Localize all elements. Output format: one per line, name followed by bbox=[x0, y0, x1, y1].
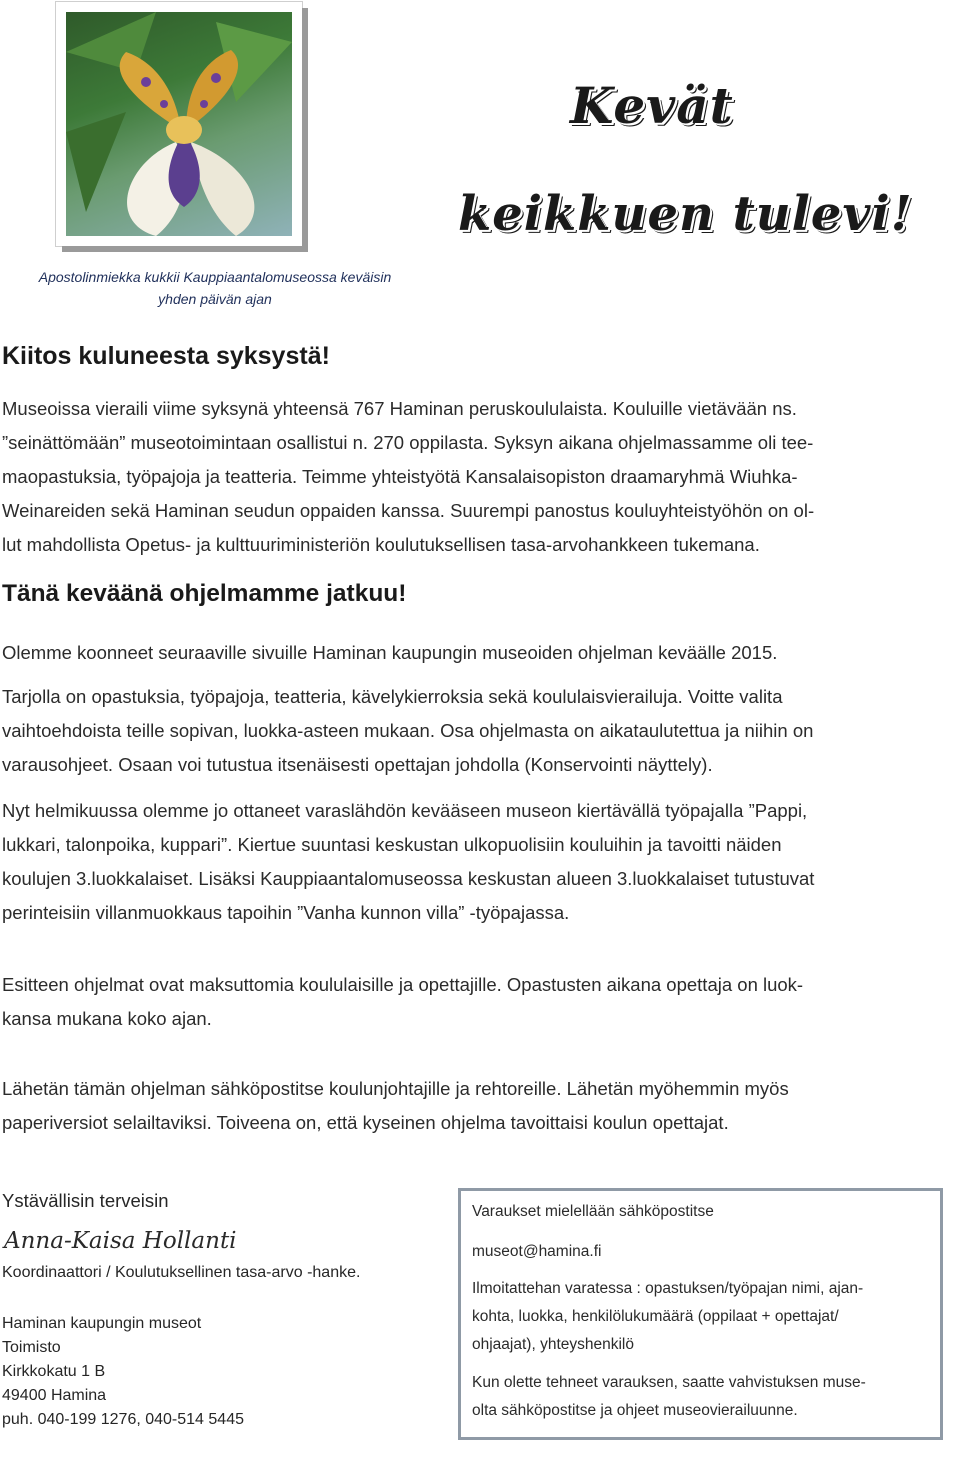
text-line: lut mahdollista Opetus- ja kulttuuriministeriön koulutuksellisen tasa-arvohankkeen tukemana. bbox=[2, 534, 760, 555]
headline-line-1: Kevät bbox=[570, 76, 734, 135]
text-line: koulujen 3.luokkalaiset. Lisäksi Kauppiaantalomuseossa keskustan alueen 3.luokkalaiset tutustuvat bbox=[2, 868, 815, 889]
text-line: Ilmoitattehan varatessa : opastuksen/työpajan nimi, ajan- bbox=[472, 1280, 864, 1297]
flower-photo bbox=[66, 12, 292, 236]
flower-photo-frame bbox=[56, 2, 302, 246]
text-line: varausohjeet. Osaan voi tutustua itsenäisesti opettajan johdolla (Konservointi näyttely). bbox=[2, 754, 713, 775]
orchid-illustration bbox=[66, 12, 292, 236]
text-line: Museoissa vieraili viime syksynä yhteensä 767 Haminan peruskoululaista. Kouluille vietävään ns. bbox=[2, 398, 797, 419]
spring-intro: Olemme koonneet seuraaville sivuille Haminan kaupungin museoiden ohjelman keväälle 2015. bbox=[2, 642, 778, 663]
text-line: ohjaajat), yhteyshenkilö bbox=[472, 1336, 634, 1353]
text-line: Nyt helmikuussa olemme jo ottaneet varaslähdön kevääseen museon kiertävällä työpajalla ”Pappi, bbox=[2, 800, 808, 821]
text-line: perinteisiin villanmuokkaus tapoihin ”Vanha kunnon villa” -työpajassa. bbox=[2, 902, 570, 923]
caption-line-1: Apostolinmiekka kukkii Kauppiaantalomuseossa keväisin bbox=[38, 269, 392, 285]
booking-intro: Varaukset mielellään sähköpostitse bbox=[472, 1203, 714, 1220]
section-title-spring: Tänä keväänä ohjelmamme jatkuu! bbox=[2, 580, 407, 607]
offer-paragraph bbox=[2, 680, 952, 782]
address-block bbox=[2, 1312, 244, 1432]
headline-line-2: keikkuen tulevi! bbox=[458, 186, 913, 242]
text-line: olta sähköpostitse ja ohjeet museovierailuunne. bbox=[472, 1402, 798, 1419]
text-line: kansa mukana koko ajan. bbox=[2, 1008, 212, 1029]
phone-line: puh. 040-199 1276, 040-514 5445 bbox=[2, 1411, 244, 1428]
signature-name: Anna-Kaisa Hollanti bbox=[4, 1228, 237, 1254]
text-line: lukkari, talonpoika, kuppari”. Kiertue suuntasi keskustan ulkopuolisiin kouluihin ja tavoitti näiden bbox=[2, 834, 782, 855]
booking-email[interactable]: museot@hamina.fi bbox=[472, 1243, 602, 1260]
address-line: Haminan kaupungin museot bbox=[2, 1315, 202, 1332]
text-line: Weinareiden sekä Haminan seudun oppaiden kanssa. Suurempi panostus kouluyhteistyöhön on ol- bbox=[2, 500, 815, 521]
free-programs-paragraph bbox=[2, 968, 952, 1036]
text-line: Esitteen ohjelmat ovat maksuttomia koululaisille ja opettajille. Opastusten aikana opettaja on luok- bbox=[2, 974, 804, 995]
booking-confirmation bbox=[472, 1369, 930, 1425]
text-line: paperiversiot selailtaviksi. Toiveena on, että kyseinen ohjelma tavoittaisi koulun opettajat. bbox=[2, 1112, 729, 1133]
text-line: kohta, luokka, henkilölukumäärä (oppilaat + opettajat/ bbox=[472, 1308, 839, 1325]
autumn-paragraph bbox=[2, 392, 952, 562]
text-line: vaihtoehdoista teille sopivan, luokka-asteen mukaan. Osa ohjelmasta on aikataulutettua ja niihin on bbox=[2, 720, 814, 741]
workshop-paragraph bbox=[2, 794, 952, 930]
text-line: maopastuksia, työpajoja ja teatteria. Teimme yhteistyötä Kansalaisopiston draamaryhmä Wiuhka- bbox=[2, 466, 798, 487]
address-line: Kirkkokatu 1 B bbox=[2, 1363, 106, 1380]
signature-role: Koordinaattori / Koulutuksellinen tasa-arvo -hanke. bbox=[2, 1264, 361, 1281]
distribution-paragraph bbox=[2, 1072, 952, 1140]
section-title-autumn: Kiitos kuluneesta syksystä! bbox=[2, 342, 330, 370]
text-line: ”seinättömään” museotoimintaan osallistui n. 270 oppilasta. Syksyn aikana ohjelmassamme oli tee- bbox=[2, 432, 814, 453]
text-line: Tarjolla on opastuksia, työpajoja, teatteria, kävelykierroksia sekä koululaisvierailuja. Voitte valita bbox=[2, 686, 783, 707]
text-line: Lähetän tämän ohjelman sähköpostitse koulunjohtajille ja rehtoreille. Lähetän myöhemmin myös bbox=[2, 1078, 789, 1099]
caption-line-2: yhden päivän ajan bbox=[158, 291, 272, 307]
address-line: Toimisto bbox=[2, 1339, 61, 1356]
address-line: 49400 Hamina bbox=[2, 1387, 107, 1404]
text-line: Kun olette tehneet varauksen, saatte vahvistuksen muse- bbox=[472, 1374, 866, 1391]
booking-details bbox=[472, 1275, 930, 1359]
photo-caption bbox=[20, 266, 410, 310]
booking-info-box bbox=[458, 1188, 943, 1440]
signature-greeting: Ystävällisin terveisin bbox=[2, 1190, 169, 1211]
